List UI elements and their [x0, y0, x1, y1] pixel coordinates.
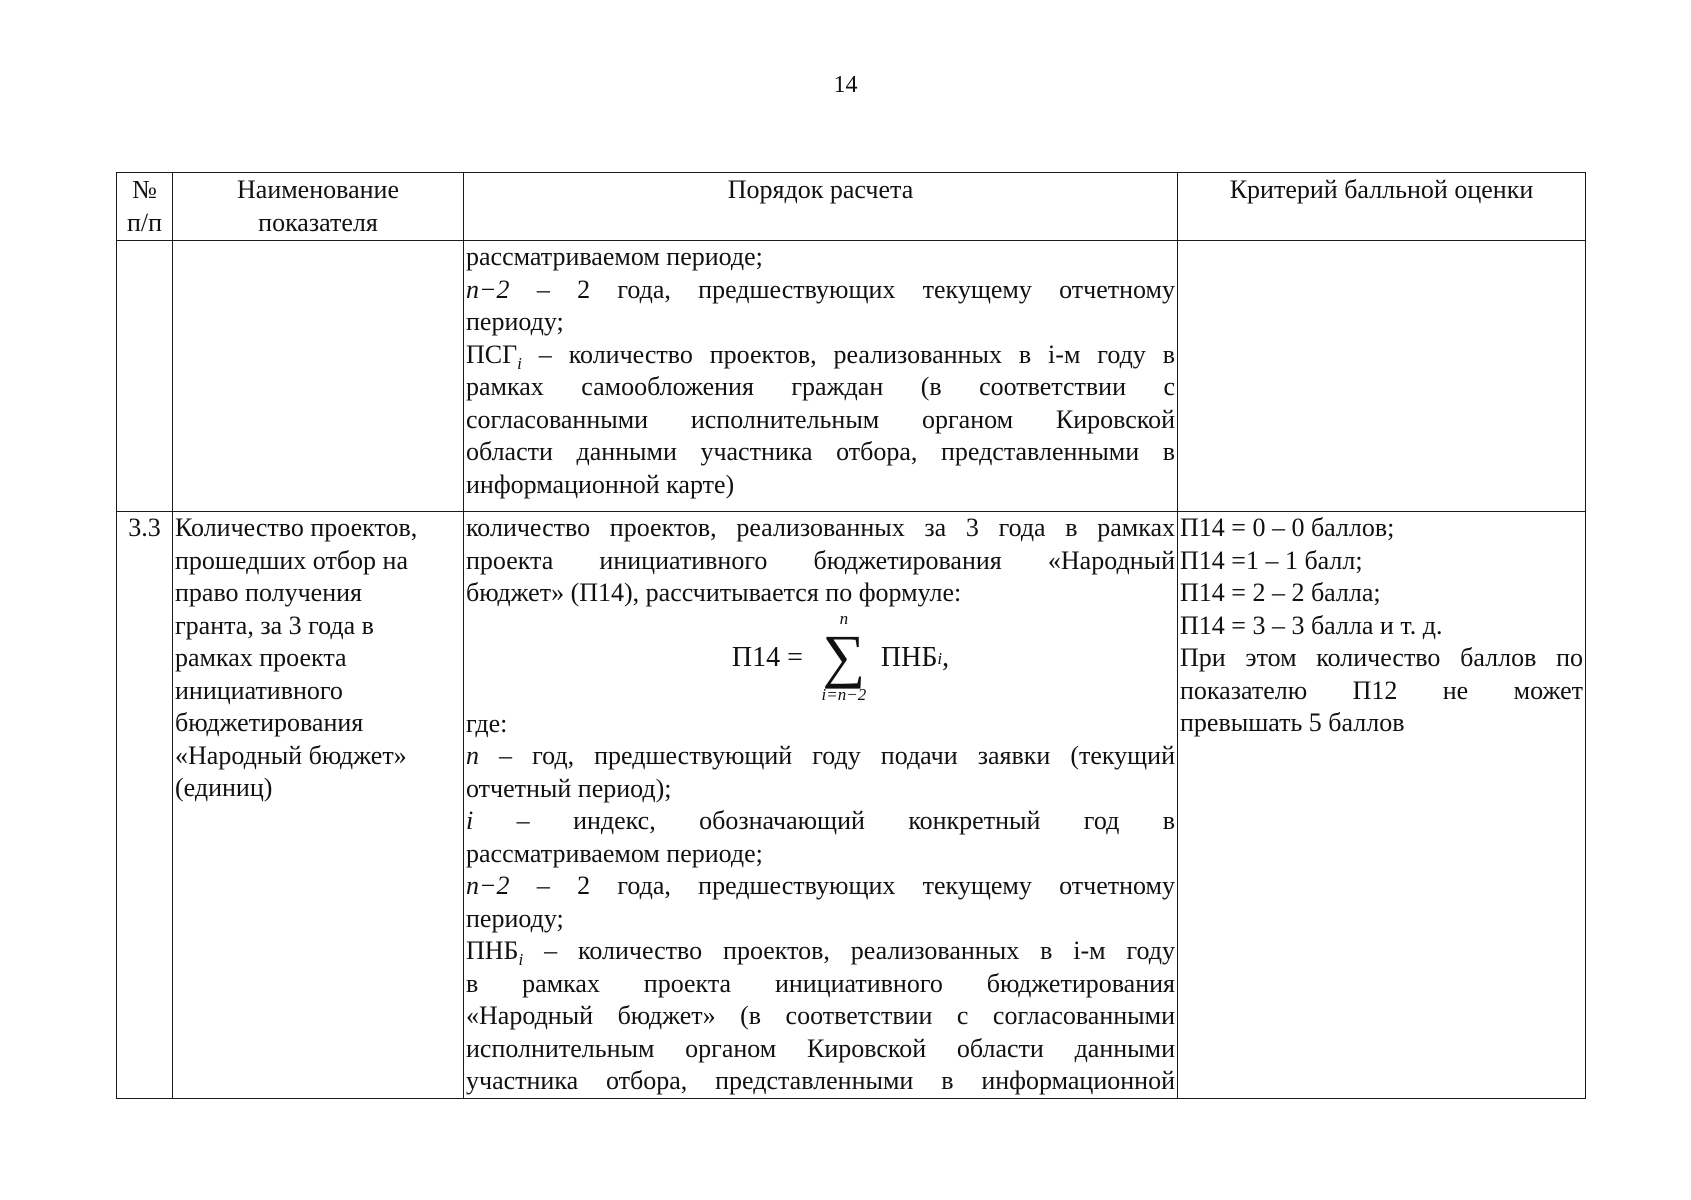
formula-subscript: i	[518, 950, 524, 970]
criteria-line: П14 = 0 – 0 баллов;	[1180, 513, 1395, 542]
name-line: «Народный бюджет»	[175, 740, 407, 770]
criteria-line: При этом количество баллов по	[1180, 643, 1583, 672]
cell-indicator-name	[173, 512, 464, 1099]
calc-line: «Народный бюджет» (в соответствии с согласованными	[466, 1001, 1175, 1030]
name-line: прошедших отбор на	[175, 545, 408, 575]
calc-line: количество проектов, реализованных за 3 года в рамках	[466, 513, 1175, 542]
header-name-line2: показателя	[258, 207, 378, 237]
name-line: бюджетирования	[175, 708, 364, 737]
cell-calc	[464, 512, 1178, 1099]
formula-variable: ПНБ	[466, 936, 519, 965]
calc-line: области данными участника отбора, представленными в	[466, 437, 1175, 466]
name-line: рамках проекта	[175, 643, 347, 672]
header-calc: Порядок расчета	[464, 173, 1178, 241]
calc-text: – 2 года, предшествующих текущему отчетному	[509, 871, 1175, 900]
header-num-line1: №	[132, 175, 157, 204]
calc-line: исполнительным органом Кировской области данными	[466, 1033, 1175, 1063]
criteria-line: П14 =1 – 1 балл;	[1180, 545, 1363, 575]
calc-line: рамках самообложения граждан (в соответствии с	[466, 372, 1175, 401]
calc-line	[466, 935, 1175, 968]
formula-variable: n	[466, 741, 479, 770]
table-row-3-3	[117, 512, 1586, 1099]
cell-calc-continued	[464, 241, 1178, 512]
calc-line: бюджет» (П14), рассчитывается по формуле:	[466, 578, 962, 607]
indicator-table	[116, 172, 1586, 1099]
formula-variable: n−2	[466, 871, 510, 900]
calc-text: – количество проектов, реализованных в i-м году в	[521, 339, 1175, 369]
sum-formula: П14 = n ∑ i=n−2 ПНБ i ,	[506, 610, 1175, 708]
criteria-line: П14 = 2 – 2 балла;	[1180, 578, 1381, 607]
calc-text: – год, предшествующий году подачи заявки (текущий	[479, 741, 1175, 770]
name-line: инициативного	[175, 675, 343, 705]
calc-line	[466, 274, 1175, 307]
summation-upper-limit: n	[839, 608, 849, 628]
calc-line	[466, 805, 1175, 838]
header-name	[173, 173, 464, 241]
calc-line: участника отбора, представленными в информационной	[466, 1066, 1175, 1095]
page-number: 14	[833, 72, 858, 98]
formula-lhs: П14 =	[731, 642, 803, 674]
calc-text: – индекс, обозначающий конкретный год в	[473, 806, 1175, 835]
calc-line: в рамках проекта инициативного бюджетирования	[466, 968, 1175, 998]
cell-criteria	[1178, 512, 1586, 1099]
criteria-line: П14 = 3 – 3 балла и т. д.	[1180, 610, 1443, 640]
summation-lower-limit: i=n−2	[821, 684, 867, 704]
calc-text: – количество проектов, реализованных в i-м году	[523, 936, 1175, 965]
calc-line: информационной карте)	[466, 469, 735, 499]
table-header-row	[117, 173, 1586, 241]
name-line: Количество проектов,	[175, 513, 418, 542]
calc-line: согласованными исполнительным органом Кировской	[466, 404, 1175, 434]
calc-line: периоду;	[466, 307, 564, 336]
summation	[813, 610, 875, 708]
header-name-line1: Наименование	[237, 175, 399, 204]
calc-line: рассматриваемом периоде;	[466, 242, 763, 271]
cell-num-empty	[117, 241, 173, 512]
formula-variable: ПСГ	[466, 339, 518, 369]
criteria-line: показателю П12 не может	[1180, 675, 1583, 705]
cell-name-empty	[173, 241, 464, 512]
calc-line: где:	[466, 708, 508, 738]
formula-tail: ,	[942, 642, 950, 674]
calc-line	[466, 740, 1175, 773]
cell-criteria-empty	[1178, 241, 1586, 512]
criteria-line: превышать 5 баллов	[1180, 708, 1405, 737]
calc-text: – 2 года, предшествующих текущему отчетному	[509, 274, 1175, 304]
formula-term: ПНБ	[880, 642, 938, 674]
calc-line: периоду;	[466, 903, 564, 933]
header-criteria: Критерий балльной оценки	[1178, 173, 1586, 241]
calc-line: отчетный период);	[466, 773, 672, 803]
calc-line	[466, 870, 1175, 903]
table-row-continued	[117, 241, 1586, 512]
sigma-symbol: ∑	[822, 622, 866, 689]
header-num-line2: п/п	[126, 207, 163, 237]
calc-line: рассматриваемом периоде;	[466, 838, 763, 868]
calc-line	[466, 339, 1175, 372]
cell-num: 3.3	[117, 512, 173, 1099]
header-num	[117, 173, 173, 241]
formula-variable: n−2	[466, 274, 510, 304]
name-line: право получения	[175, 578, 363, 607]
name-line: гранта, за 3 года в	[175, 610, 374, 640]
formula-variable: i	[466, 806, 474, 835]
name-line: (единиц)	[175, 773, 273, 802]
calc-line: проекта инициативного бюджетирования «Народный	[466, 545, 1175, 575]
formula-subscript: i	[517, 353, 522, 373]
